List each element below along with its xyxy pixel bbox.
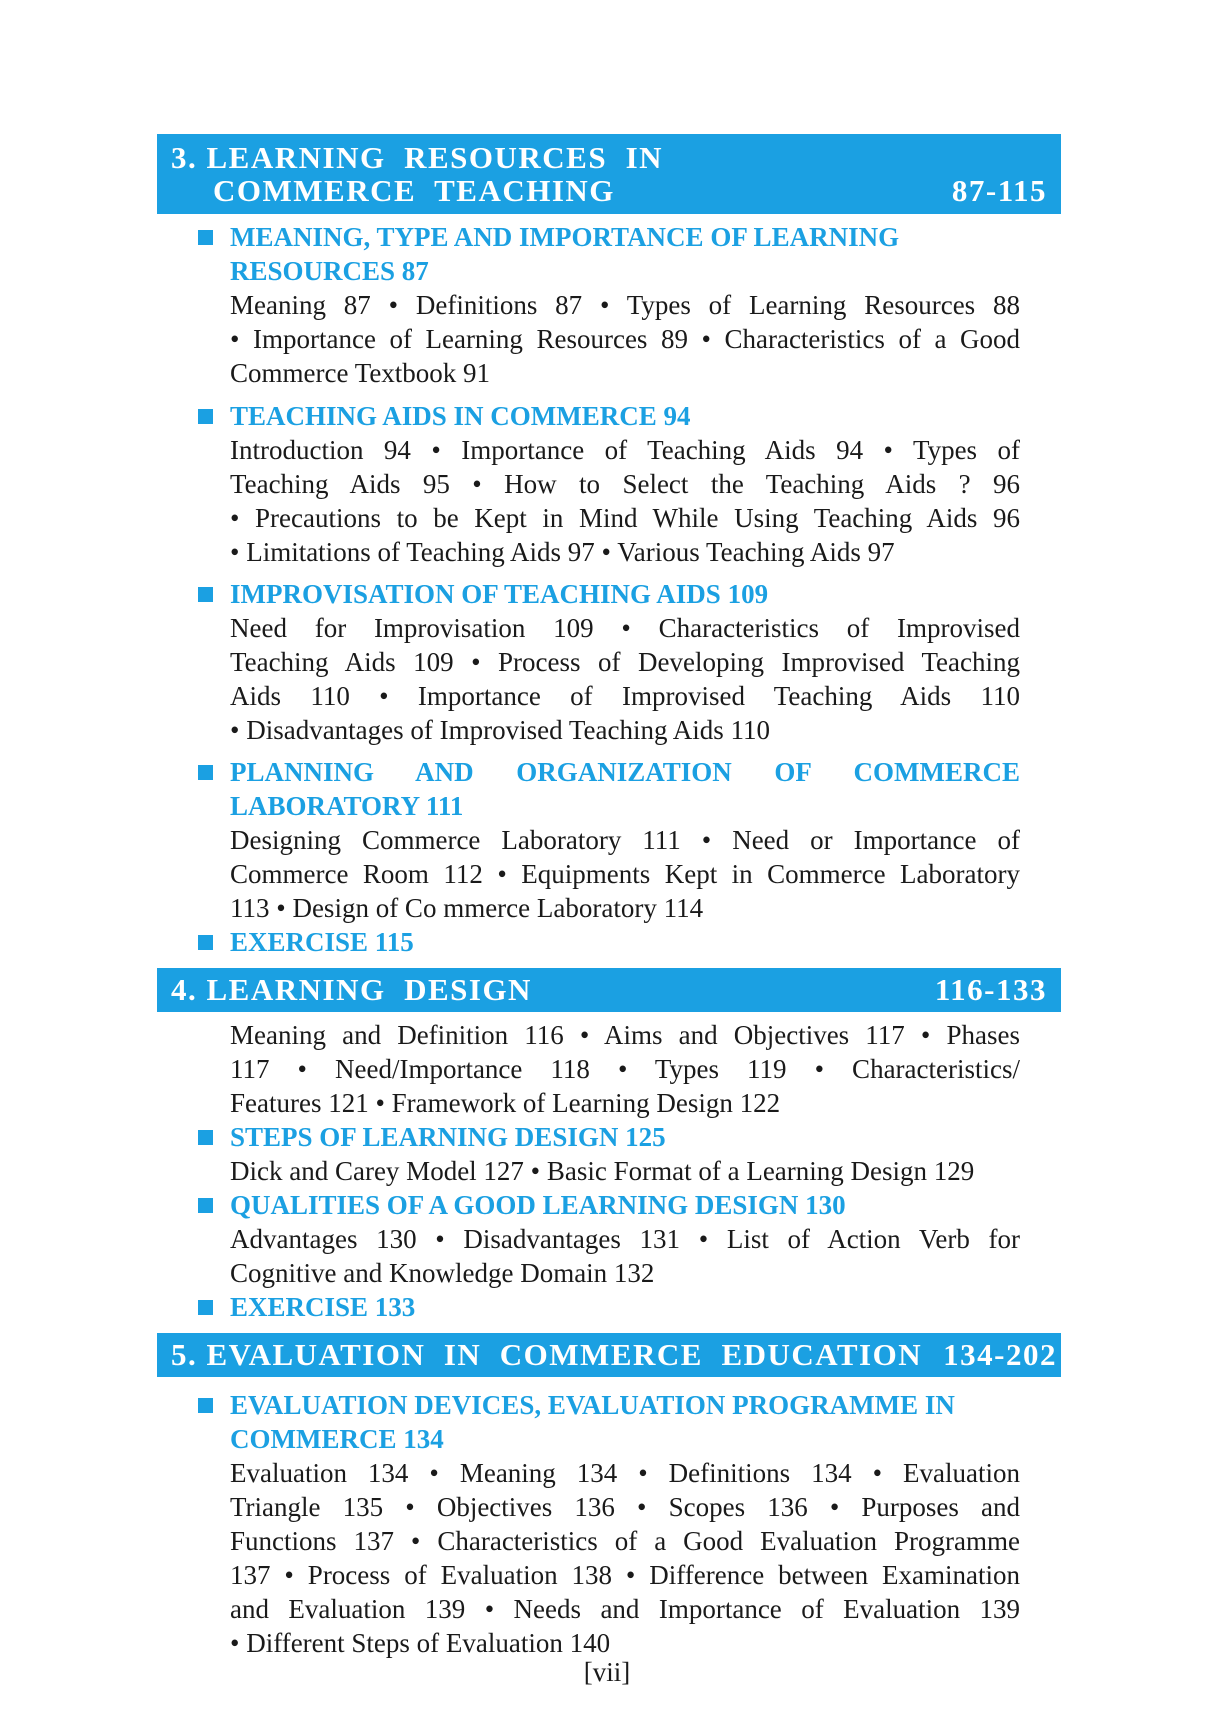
section-title: TEACHING AIDS IN COMMERCE 94: [230, 401, 691, 431]
chapter-title-line1: 3. LEARNING RESOURCES IN: [171, 140, 664, 175]
section-body-line: Designing Commerce Laboratory 111 • Need or Importance of: [230, 825, 1020, 855]
section-bullet-icon: [198, 587, 213, 602]
section-title: PLANNING AND ORGANIZATION OF COMMERCE: [230, 757, 1020, 787]
section-title: EVALUATION DEVICES, EVALUATION PROGRAMME IN: [230, 1390, 955, 1420]
section-body-line: Dick and Carey Model 127 • Basic Format of a Learning Design 129: [230, 1156, 975, 1186]
section-body-line: • Precautions to be Kept in Mind While Using Teaching Aids 96: [230, 503, 1020, 533]
section-bullet-icon: [198, 1198, 213, 1213]
section-body-line: Triangle 135 • Objectives 136 • Scopes 136 • Purposes and: [230, 1492, 1020, 1522]
section-bullet-icon: [198, 1300, 213, 1315]
chapter-intro-line: Features 121 • Framework of Learning Design 122: [230, 1088, 781, 1118]
section-title: EXERCISE 115: [230, 927, 414, 957]
chapter-5-header: [157, 1333, 1061, 1377]
chapter-title-line2: COMMERCE TEACHING: [213, 173, 615, 208]
section-body-line: Functions 137 • Characteristics of a Good Evaluation Programme: [230, 1526, 1020, 1556]
section-title: IMPROVISATION OF TEACHING AIDS 109: [230, 579, 769, 609]
section-title: LABORATORY 111: [230, 791, 464, 821]
section-bullet-icon: [198, 765, 213, 780]
chapter-page-range: 87-115: [951, 173, 1047, 208]
section-body-line: Commerce Textbook 91: [230, 358, 491, 388]
section-title: QUALITIES OF A GOOD LEARNING DESIGN 130: [230, 1190, 846, 1220]
section-title: RESOURCES 87: [230, 256, 429, 286]
chapter-title-line1: 4. LEARNING DESIGN: [171, 972, 532, 1007]
section-body-line: Need for Improvisation 109 • Characteristics of Improvised: [230, 613, 1020, 643]
section-body-line: 137 • Process of Evaluation 138 • Difference between Examination: [230, 1560, 1020, 1590]
section-body-line: Aids 110 • Importance of Improvised Teaching Aids 110: [230, 681, 1020, 711]
section-body-line: 113 • Design of Co mmerce Laboratory 114: [230, 893, 704, 923]
chapter-title-line1: 5. EVALUATION IN COMMERCE EDUCATION: [171, 1337, 923, 1372]
section-title: STEPS OF LEARNING DESIGN 125: [230, 1122, 666, 1152]
chapter-3-header: [157, 134, 1061, 214]
section-body-line: • Limitations of Teaching Aids 97 • Various Teaching Aids 97: [230, 537, 895, 567]
section-body-line: and Evaluation 139 • Needs and Importance of Evaluation 139: [230, 1594, 1020, 1624]
section-bullet-icon: [198, 1130, 213, 1145]
section-bullet-icon: [198, 1398, 213, 1413]
section-body-line: • Different Steps of Evaluation 140: [230, 1628, 611, 1658]
section-body-line: • Importance of Learning Resources 89 • Characteristics of a Good: [230, 324, 1020, 354]
section-body-line: Commerce Room 112 • Equipments Kept in Commerce Laboratory: [230, 859, 1020, 889]
section-body-line: Advantages 130 • Disadvantages 131 • List of Action Verb for: [230, 1224, 1020, 1254]
section-body-line: Evaluation 134 • Meaning 134 • Definitions 134 • Evaluation: [230, 1458, 1020, 1488]
chapter-page-range: 134-202: [943, 1337, 1057, 1372]
section-bullet-icon: [198, 935, 213, 950]
section-title: EXERCISE 133: [230, 1292, 416, 1322]
section-body-line: Cognitive and Knowledge Domain 132: [230, 1258, 655, 1288]
section-body-line: • Disadvantages of Improvised Teaching Aids 110: [230, 715, 770, 745]
chapter-page-range: 116-133: [934, 972, 1047, 1007]
page-number: [vii]: [583, 1657, 631, 1687]
chapter-intro-line: 117 • Need/Importance 118 • Types 119 • Characteristics/: [230, 1054, 1020, 1084]
chapter-intro-line: Meaning and Definition 116 • Aims and Objectives 117 • Phases: [230, 1020, 1020, 1050]
section-body-line: Introduction 94 • Importance of Teaching Aids 94 • Types of: [230, 435, 1020, 465]
section-bullet-icon: [198, 230, 213, 245]
chapter-4-header: [157, 968, 1061, 1012]
section-title: COMMERCE 134: [230, 1424, 444, 1454]
section-title: MEANING, TYPE AND IMPORTANCE OF LEARNING: [230, 222, 900, 252]
section-bullet-icon: [198, 409, 213, 424]
section-body-line: Teaching Aids 95 • How to Select the Teaching Aids ? 96: [230, 469, 1020, 499]
section-body-line: Teaching Aids 109 • Process of Developing Improvised Teaching: [230, 647, 1020, 677]
section-body-line: Meaning 87 • Definitions 87 • Types of Learning Resources 88: [230, 290, 1020, 320]
